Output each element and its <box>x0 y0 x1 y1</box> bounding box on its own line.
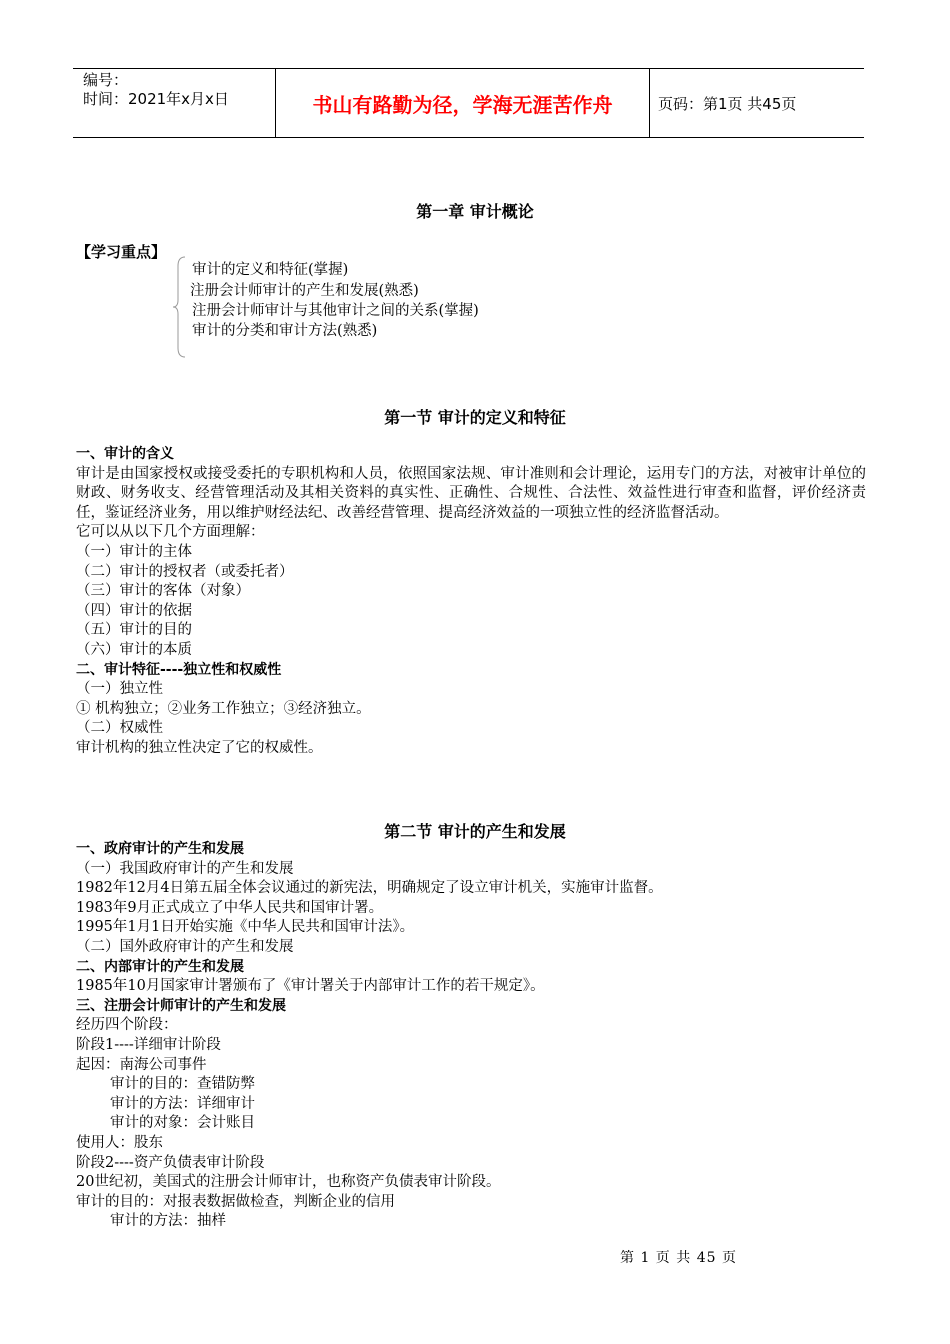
list-item: （三）审计的客体（对象） <box>76 583 250 600</box>
heading: 一、审计的含义 <box>76 446 174 462</box>
text-line: 1983年9月正式成立了中华人民共和国审计署。 <box>76 899 384 916</box>
text-line: 审计的方法：抽样 <box>110 1213 226 1230</box>
text-line: 阶段2----资产负债表审计阶段 <box>76 1154 265 1171</box>
key-point-item: 注册会计师审计的产生和发展(熟悉) <box>190 283 419 299</box>
text-line: 审计的目的：对报表数据做检查，判断企业的信用 <box>76 1193 395 1210</box>
text-line: 1995年1月1日开始实施《中华人民共和国审计法》。 <box>76 919 415 936</box>
text-line: 审计的方法：详细审计 <box>110 1095 255 1112</box>
brace-icon <box>172 256 186 358</box>
key-point-item: 注册会计师审计与其他审计之间的关系(掌握) <box>192 303 479 319</box>
header-info <box>73 69 276 137</box>
chapter-title: 第一章 审计概论 <box>416 202 534 221</box>
text-line: （一）独立性 <box>76 681 163 698</box>
time-label: 时间：2021年x月x日 <box>83 90 229 108</box>
page-footer: 第 1 页 共 45 页 <box>620 1250 737 1266</box>
motto: 书山有路勤为径，学海无涯苦作舟 <box>276 69 650 137</box>
text-line: 审计的对象：会计账目 <box>110 1115 255 1132</box>
text-line: 20世纪初，美国式的注册会计师审计，也称资产负债表审计阶段。 <box>76 1174 501 1191</box>
key-point-item: 审计的定义和特征(掌握) <box>192 262 349 278</box>
section-title: 第二节 审计的产生和发展 <box>384 822 566 841</box>
heading: 二、内部审计的产生和发展 <box>76 958 244 975</box>
text-line: 阶段1----详细审计阶段 <box>76 1036 221 1053</box>
text-line: 审计机构的独立性决定了它的权威性。 <box>76 739 323 756</box>
heading: 一、政府审计的产生和发展 <box>76 841 244 857</box>
paragraph: 审计是由国家授权或接受委托的专职机构和人员，依照国家法规、审计准则和会计理论，运用专门的方法，对被审计单位的财政、财务收支、经营管理活动及其相关资料的真实性、正确性、合规性、合法性、效益性进行审查和监督，评价经济责任，鉴证经济业务，用以维护财经法纪、改善经营管理、提高经济效益的一项独立性的经济监督活动。 <box>76 465 866 521</box>
text-line: 1982年12月4日第五届全体会议通过的新宪法，明确规定了设立审计机关，实施审计监督。 <box>76 880 663 897</box>
text-line: ① 机构独立；②业务工作独立；③经济独立。 <box>76 700 371 717</box>
key-points-label: 【学习重点】 <box>76 243 167 261</box>
list-item: （四）审计的依据 <box>76 602 192 619</box>
key-point-item: 审计的分类和审计方法(熟悉) <box>192 323 378 339</box>
list-item: （五）审计的目的 <box>76 622 192 639</box>
text-line: （二）权威性 <box>76 720 163 737</box>
section-1-body <box>76 445 866 759</box>
text-line: 1985年10月国家审计署颁布了《审计署关于内部审计工作的若干规定》。 <box>76 978 545 995</box>
text-line: 审计的目的：查错防弊 <box>110 1076 255 1093</box>
page-indicator: 页码：第1页 共45页 <box>658 94 797 113</box>
section-2-body <box>76 840 866 1232</box>
number-label: 编号： <box>83 71 129 89</box>
heading: 三、注册会计师审计的产生和发展 <box>76 997 286 1014</box>
heading: 二、审计特征----独立性和权威性 <box>76 661 282 678</box>
text-line: （一）我国政府审计的产生和发展 <box>76 860 294 877</box>
section-title: 第一节 审计的定义和特征 <box>384 408 566 427</box>
list-item: （六）审计的本质 <box>76 641 192 658</box>
list-item: （一）审计的主体 <box>76 543 192 560</box>
text-line: 使用人：股东 <box>76 1134 163 1151</box>
list-item: （二）审计的授权者（或委托者） <box>76 563 294 580</box>
document-header <box>73 68 864 138</box>
text-line: 起因：南海公司事件 <box>76 1056 207 1073</box>
text-line: 它可以从以下几个方面理解： <box>76 524 265 541</box>
text-line: 经历四个阶段： <box>76 1017 178 1034</box>
text-line: （二）国外政府审计的产生和发展 <box>76 938 294 955</box>
